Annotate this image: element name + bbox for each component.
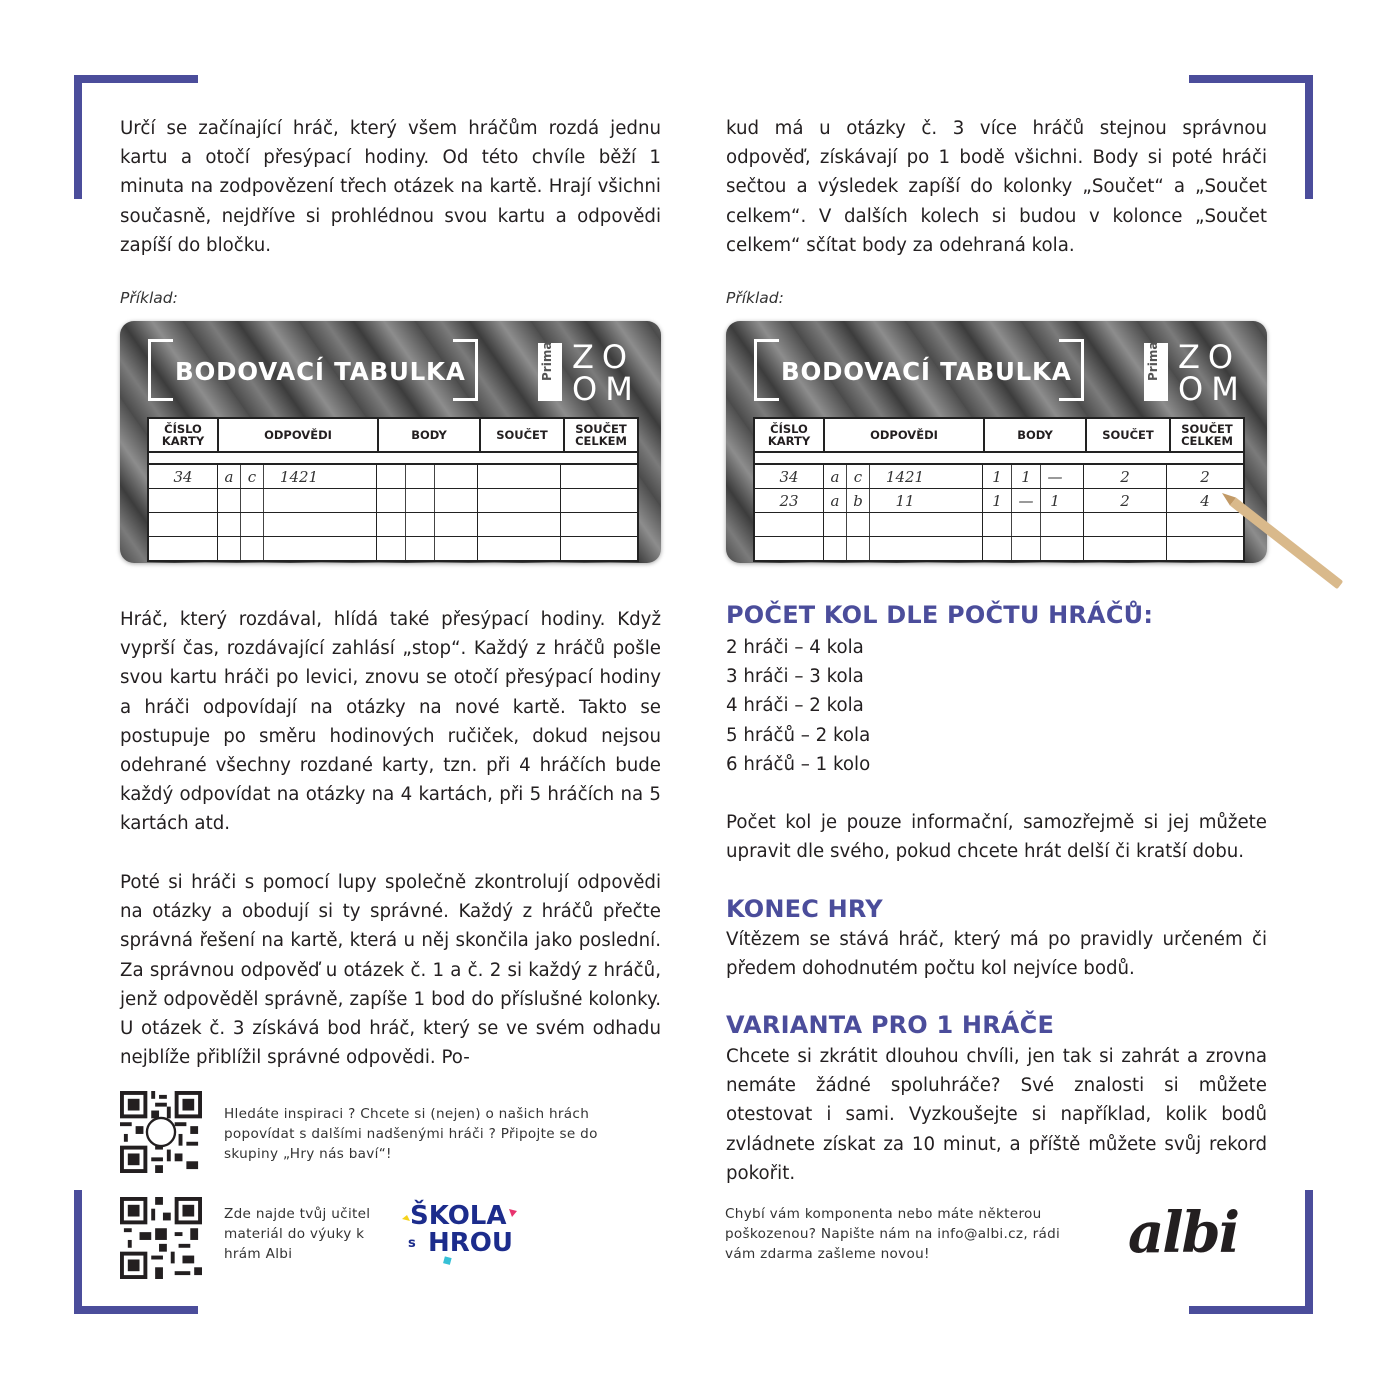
card-number-cell: 23 [755,489,824,512]
point-value [1011,513,1040,536]
answer-value: 1421 [869,465,940,488]
points-cell [377,465,478,488]
answers-cell [218,465,377,488]
answers-cell [824,489,983,512]
sum-total-cell: 4 [1200,491,1210,510]
variant-heading: VARIANTA PRO 1 HRÁČE [726,1011,1055,1039]
card-number-cell [149,537,218,560]
answer-value [240,537,263,560]
point-value [983,513,1011,536]
answer-value: 11 [869,489,940,512]
answer-value [824,513,846,536]
table-row [755,489,1243,513]
answers-cell [824,465,983,488]
point-value [377,489,405,512]
point-value [405,465,434,488]
sum-total-cell [1167,513,1243,536]
end-heading: KONEC HRY [726,895,883,923]
sum-cell [478,537,561,560]
answers-cell [824,537,983,560]
point-value: — [1011,489,1040,512]
missing-component-text: Chybí vám komponenta nebo máte některou poškozenou? Napište nám na info@albi.cz, rádi vám zdarma zašleme novou! [725,1206,1061,1262]
score-card-example-2 [726,321,1267,563]
card-title: BODOVACÍ TABULKA [175,357,466,386]
prima-zoom-logo: Prima ZO OM [1146,338,1247,408]
score-sheet [753,417,1245,562]
list-item: 2 hráči – 4 kola [726,637,864,658]
svg-text:s: s [408,1236,416,1251]
table-row [755,513,1243,537]
sum-cell [478,465,561,488]
answer-value: 1421 [263,465,334,488]
sum-total-cell: 2 [1200,467,1210,486]
sum-total-cell [561,465,637,488]
answer-value [240,489,263,512]
sum-cell [478,513,561,536]
list-item: 6 hráčů – 1 kolo [726,753,871,775]
answers-cell [218,537,377,560]
point-value [405,537,434,560]
table-row [755,465,1243,489]
table-row [149,537,637,560]
answer-value [218,537,240,560]
rules-paragraph-2: Hráč, který rozdával, hlídá také přesýpací hodiny. Když vyprší čas, rozdávající zahlásí „stop“. Každý z hráčů pošle svou kartu hráči po levici, znovu se otočí přesýpací hodiny a hráči odpovídají na otázky na nové kartě. Takto se postupuje po směru hodinových ručiček, dokud nejsou odehrané všechny rozdané karty, tzn. při 4 hráčích bude každý odpovídat na otázky na 4 kartách, při 5 hráčích na 5 kartách atd. [120,609,661,835]
answer-value [869,513,940,536]
teacher-materials-text: Zde najde tvůj učitel materiál do výuky k hrám Albi [224,1206,371,1262]
end-paragraph: Vítězem se stává hráč, který má po pravidly určeném či předem dohodnutém počtu kol nejvíce bodů. [726,929,1267,980]
points-cell [983,513,1084,536]
rounds-list [726,633,870,779]
rules-paragraph-3: Poté si hráči s pomocí lupy společně zkontrolují odpovědi na otázky a obodují si ty správné. Každý z hráčů přečte správná řešení na kartě, která u něj skončila jako poslední. Za správnou odpověď u otázek č. 1 a č. 2 si každý z hráčů, jenž odpověděl správně, zapíše 1 bod do příslušné kolonky. U otázek č. 3 získává bod hráč, který se ve svém odhadu nejblíže přiblížil správné odpovědi. Po- [120,872,661,1069]
point-value [405,513,434,536]
list-item: 3 hráči – 3 kola [726,666,864,688]
facebook-group-qr-code[interactable] [120,1091,202,1173]
sum-cell [478,489,561,512]
points-cell [377,537,478,560]
answer-value [263,513,334,536]
answer-value: b [846,489,869,512]
point-value [377,513,405,536]
answers-cell [218,489,377,512]
answers-cell [824,513,983,536]
point-value [1040,513,1069,536]
points-cell [983,537,1084,560]
sum-cell [1084,537,1167,560]
svg-text:HROU: HROU [428,1228,513,1258]
albi-logo: albi [1128,1200,1238,1266]
score-sheet-header: ČÍSLO KARTY ODPOVĚDI BODY SOUČET SOUČET CELKEM [149,419,637,453]
sum-total-cell [561,537,637,560]
point-value [434,489,463,512]
points-cell [377,489,478,512]
point-value [434,465,463,488]
skola-s-hrou-logo [402,1197,522,1271]
point-value [434,537,463,560]
point-value: 1 [992,467,1002,486]
list-item: 4 hráči – 2 kola [726,695,864,717]
point-value: 1 [992,491,1002,510]
sum-total-cell [1167,537,1243,560]
table-row [149,489,637,513]
point-value: — [1040,465,1069,488]
teacher-materials-qr-code[interactable] [120,1197,202,1279]
answer-value: c [240,465,263,488]
intro-paragraph-right: kud má u otázky č. 3 více hráčů stejnou správnou odpověď, získávají po 1 bodě všichni. Body si poté hráči sečtou a výsledek zapíší do kolonky „Součet“ a „Součet celkem“. V dalších kolech si budou v kolonce „Součet celkem“ sčítat body za odehraná kola. [726,118,1267,256]
score-sheet-header: ČÍSLO KARTY ODPOVĚDI BODY SOUČET SOUČET CELKEM [755,419,1243,453]
answer-value [218,489,240,512]
answer-value [869,537,940,560]
score-card-example-1 [120,321,661,563]
answer-value: a [224,467,234,486]
prima-zoom-logo: Prima ZO OM [540,338,641,408]
example-label-left: Příklad: [120,289,178,307]
card-number-cell: 34 [755,465,824,488]
answers-cell [218,513,377,536]
table-row [149,513,637,537]
answer-value [263,537,334,560]
example-label-right: Příklad: [726,289,784,307]
facebook-group-text: Hledáte inspiraci ? Chcete si (nejen) o našich hrách popovídat s dalšími nadšenými hráči ? Připojte se do skupiny „Hry nás baví“! [224,1106,598,1162]
list-item: 5 hráčů – 2 kola [726,724,871,746]
answer-value [846,513,869,536]
score-sheet [147,417,639,562]
intro-paragraph: Určí se začínající hráč, který všem hráčům rozdá jednu kartu a otočí přesýpací hodiny. Od této chvíle běží 1 minuta na zodpovězení třech otázek na kartě. Hrají všichni současně, nejdříve si prohlédnou svou kartu a odpovědi zapíší do bločku. [120,118,661,256]
card-number-cell: 34 [149,465,218,488]
points-cell [377,513,478,536]
card-number-cell [149,513,218,536]
points-cell [983,489,1084,512]
answer-value [263,489,334,512]
point-value [377,537,405,560]
point-value [434,513,463,536]
answer-value: a [830,467,840,486]
point-value [1011,537,1040,560]
sum-cell: 2 [1084,489,1167,512]
card-number-cell [149,489,218,512]
card-number-cell [755,537,824,560]
variant-paragraph: Chcete si zkrátit dlouhou chvíli, jen tak si zahrát a zrovna nemáte žádné spoluhráče? Své znalosti si můžete otestovat i sami. Vyzkoušejte si například, kolik bodů zvládnete získat za 10 minut, a příště můžete svůj rekord pokořit. [726,1046,1267,1184]
table-row [755,537,1243,560]
sum-total-cell [561,489,637,512]
answer-value [240,513,263,536]
point-value [1040,537,1069,560]
sum-cell [1084,513,1167,536]
point-value: 1 [1011,465,1040,488]
points-cell [983,465,1084,488]
rounds-note: Počet kol je pouze informační, samozřejmě si jej můžete upravit dle svého, pokud chcete hrát delší či kratší dobu. [726,812,1267,863]
svg-text:ŠKOLA: ŠKOLA [410,1201,507,1231]
sum-total-cell [561,513,637,536]
answer-value: c [846,465,869,488]
answer-value [218,513,240,536]
point-value: 1 [1040,489,1069,512]
point-value [983,537,1011,560]
sum-cell: 2 [1084,465,1167,488]
answer-value: a [830,491,840,510]
table-row [149,465,637,489]
rounds-heading: POČET KOL DLE POČTU HRÁČŮ: [726,601,1154,629]
card-title: BODOVACÍ TABULKA [781,357,1072,386]
point-value [405,489,434,512]
card-number-cell [755,513,824,536]
answer-value [846,537,869,560]
answer-value [824,537,846,560]
point-value [377,465,405,488]
